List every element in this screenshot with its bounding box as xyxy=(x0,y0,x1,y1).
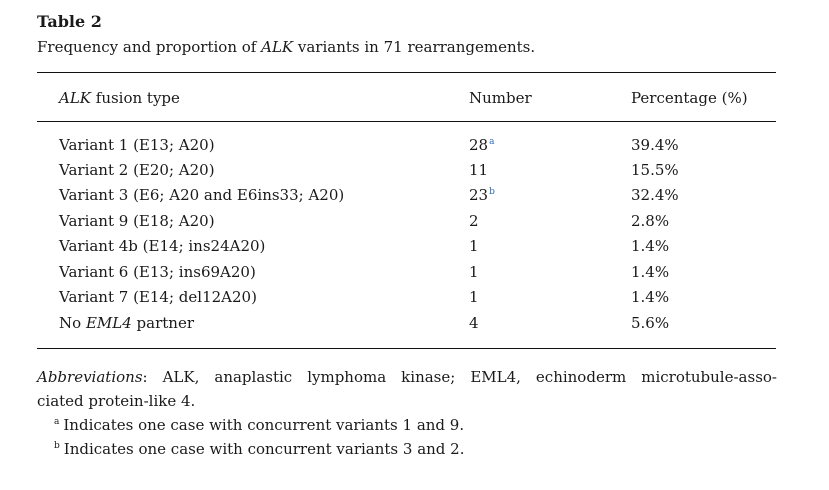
cell-number xyxy=(469,184,495,206)
cell-fusion-type: Variant 1 (E13; A20) xyxy=(59,136,215,154)
cell-fusion-type: Variant 9 (E18; A20) xyxy=(59,212,215,230)
type-gene: EML4 xyxy=(85,314,132,332)
cell-percentage: 1.4% xyxy=(631,263,670,281)
cell-number: 11 xyxy=(469,161,489,179)
cell-number: 4 xyxy=(469,314,479,332)
abbreviations-line xyxy=(37,365,777,389)
table-caption xyxy=(37,38,535,56)
cell-number: 1 xyxy=(469,288,479,306)
table-row xyxy=(0,261,829,283)
type-post: partner xyxy=(131,314,194,332)
footnote-b-text: Indicates one case with concurrent variants 3 and 2. xyxy=(63,440,465,458)
number-value: 23 xyxy=(469,186,489,204)
cell-number: 1 xyxy=(469,237,479,255)
cell-fusion-type: Variant 7 (E14; del12A20) xyxy=(59,288,257,306)
table-label: Table 2 xyxy=(37,12,102,31)
header-fusion-rest: fusion type xyxy=(91,89,180,107)
header-gene: ALK xyxy=(59,89,91,107)
caption-pre: Frequency and proportion of xyxy=(37,38,262,56)
footnote-a-text: Indicates one case with concurrent variants 1 and 9. xyxy=(63,416,465,434)
caption-post: variants in 71 rearrangements. xyxy=(293,38,536,56)
cell-fusion-type: Variant 6 (E13; ins69A20) xyxy=(59,263,256,281)
cell-percentage: 1.4% xyxy=(631,288,670,306)
header-number: Number xyxy=(469,89,532,107)
table-row xyxy=(0,134,829,156)
table-top-rule xyxy=(37,72,776,73)
cell-percentage: 5.6% xyxy=(631,314,670,332)
number-value: 28 xyxy=(469,136,489,154)
cell-percentage: 1.4% xyxy=(631,237,670,255)
cell-number: 2 xyxy=(469,212,479,230)
cell-number xyxy=(469,134,494,156)
footnote-b-mark: b xyxy=(54,441,60,451)
table-row xyxy=(0,184,829,206)
cell-percentage: 32.4% xyxy=(631,186,679,204)
footnote-a-mark: a xyxy=(54,417,60,427)
abbreviations-label: Abbreviations xyxy=(37,368,143,386)
footnote-marker-b[interactable]: b xyxy=(489,187,495,197)
cell-fusion-type xyxy=(59,312,194,334)
cell-fusion-type: Variant 4b (E14; ins24A20) xyxy=(59,237,266,255)
table-footnotes xyxy=(37,365,777,461)
cell-fusion-type: Variant 3 (E6; A20 and E6ins33; A20) xyxy=(59,186,345,204)
abbreviations-continued: ciated protein-like 4. xyxy=(37,392,196,410)
cell-percentage: 15.5% xyxy=(631,161,679,179)
caption-gene: ALK xyxy=(261,38,294,56)
abbreviations-text: : ALK, anaplastic lymphoma kinase; EML4, echinoderm microtubule-asso- xyxy=(142,368,777,386)
table-row xyxy=(0,210,829,232)
cell-number: 1 xyxy=(469,263,479,281)
table-row xyxy=(0,159,829,181)
header-percentage: Percentage (%) xyxy=(631,89,748,107)
table-header-row xyxy=(0,87,829,109)
cell-percentage: 39.4% xyxy=(631,136,679,154)
header-fusion-type xyxy=(59,87,180,109)
footnote-b xyxy=(37,437,777,461)
footnote-marker-a[interactable]: a xyxy=(489,137,495,147)
table-header-rule xyxy=(37,121,776,122)
cell-fusion-type: Variant 2 (E20; A20) xyxy=(59,161,215,179)
footnote-a xyxy=(37,413,777,437)
table-bottom-rule xyxy=(37,348,776,349)
type-pre: No xyxy=(59,314,86,332)
table-row xyxy=(0,312,829,334)
table-row xyxy=(0,286,829,308)
table-row xyxy=(0,235,829,257)
cell-percentage: 2.8% xyxy=(631,212,670,230)
